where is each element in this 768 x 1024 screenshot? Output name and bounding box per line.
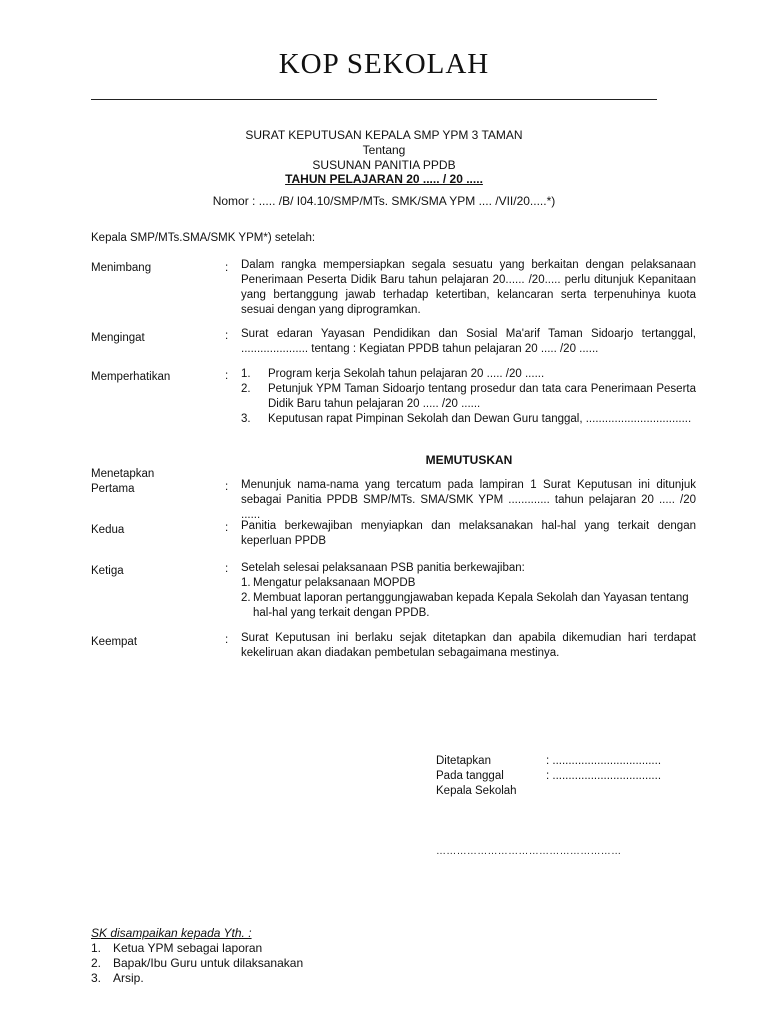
text-mengingat: Surat edaran Yayasan Pendidikan dan Sosial Ma'arif Taman Sidoarjo tertanggal, ..................... tentang : Kegiatan PPDB tahun pelajaran 20 ..... /20 ...... (241, 328, 696, 355)
label-pertama: Pertama (91, 483, 135, 495)
list-item: 3. Keputusan rapat Pimpinan Sekolah dan Dewan Guru tanggal, ................................. (241, 413, 692, 425)
colon-memperhatikan: : (225, 370, 229, 382)
list-ketiga (241, 561, 696, 621)
signature-name-line: ……………………………………………… (436, 846, 622, 857)
list-item: 3. Arsip. (91, 971, 144, 985)
label-memperhatikan: Memperhatikan (91, 371, 171, 383)
decree-about: Tentang (362, 143, 406, 157)
tanggal-value: : .................................. (546, 770, 662, 782)
list-item: 1. Ketua YPM sebagai laporan (91, 941, 263, 955)
text-pertama: Menunjuk nama-nama yang tercatum pada lampiran 1 Surat Keputusan ini ditunjuk sebagai Panitia PPDB SMP/MTs. SMA/SMK YPM ............. tahun pelajaran 20 ..... /20 ...... (241, 479, 696, 521)
decree-year (0, 172, 768, 186)
colon-keempat: : (225, 634, 229, 646)
colon-ketiga: : (225, 563, 229, 575)
list-item-continuation: hal-hal yang terkait dengan PPDB. (253, 607, 430, 619)
ketiga-intro: Setelah selesai pelaksanaan PSB panitia berkewajiban: (241, 562, 525, 574)
jabatan: Kepala Sekolah (436, 785, 517, 797)
intro-text: Kepala SMP/MTs.SMA/SMK YPM*) setelah: (91, 232, 316, 244)
list-memperhatikan (241, 367, 696, 427)
list-item: 2. Membuat laporan pertanggungjawaban kepada Kepala Sekolah dan Yayasan tentang (241, 592, 689, 604)
decision-heading: MEMUTUSKAN (425, 453, 513, 467)
colon-pertama: : (225, 481, 229, 493)
label-ketiga: Ketiga (91, 565, 124, 577)
signature-row-ditetapkan (436, 754, 661, 769)
list-item: 2. Bapak/Ibu Guru untuk dilaksanakan (91, 956, 304, 970)
label-menetapkan: Menetapkan (91, 468, 155, 480)
label-mengingat: Mengingat (91, 332, 145, 344)
list-item: 1. Mengatur pelaksanaan MOPDB (241, 577, 416, 589)
ditetapkan-label: Ditetapkan (436, 755, 491, 767)
ditetapkan-value: : .................................. (546, 755, 662, 767)
label-kedua: Kedua (91, 524, 125, 536)
recipients-list (91, 941, 303, 986)
signature-row-tanggal (436, 769, 661, 784)
list-item: 1. Program kerja Sekolah tahun pelajaran 20 ..... /20 ...... (241, 368, 545, 380)
letterhead-divider (91, 99, 657, 100)
colon-mengingat: : (225, 330, 229, 342)
school-letterhead: KOP SEKOLAH (278, 48, 490, 80)
label-keempat: Keempat (91, 636, 138, 648)
colon-menimbang: : (225, 262, 229, 274)
colon-kedua: : (225, 522, 229, 534)
tanggal-label: Pada tanggal (436, 770, 504, 782)
decree-subject: SUSUNAN PANITIA PPDB (312, 158, 456, 172)
decree-number: Nomor : ..... /B/ I04.10/SMP/MTs. SMK/SMA YPM .... /VII/20.....*) (212, 194, 556, 208)
signature-block (436, 754, 661, 799)
decree-title: SURAT KEPUTUSAN KEPALA SMP YPM 3 TAMAN (245, 128, 523, 142)
text-menimbang: Dalam rangka mempersiapkan segala sesuatu yang berkaitan dengan pelaksanaan Penerimaan Peserta Didik Baru tahun pelajaran 20...... /20..... perlu ditunjuk Kepanitaan yang bertanggung jawab terhadap ketertiban, kelancaran serta terpenuhinya kuota sesuai dengan yang diprogramkan. (241, 259, 696, 316)
text-kedua: Panitia berkewajiban menyiapkan dan melaksanakan hal-hal yang terkait dengan keperluan PPDB (241, 520, 696, 547)
text-keempat: Surat Keputusan ini berlaku sejak ditetapkan dan apabila dikemudian hari terdapat kekeliruan akan diadakan pembetulan sebagaimana mestinya. (241, 632, 696, 659)
recipients-title: SK disampaikan kepada Yth. : (91, 926, 252, 940)
decree-year-text: TAHUN PELAJARAN 20 ..... / 20 ..... (285, 172, 483, 186)
label-menimbang: Menimbang (91, 262, 152, 274)
list-item: 2. Petunjuk YPM Taman Sidoarjo tentang prosedur dan tata cara Penerimaan Peserta Didik Baru tahun pelajaran 20 ..... /20 ...... (241, 383, 696, 410)
